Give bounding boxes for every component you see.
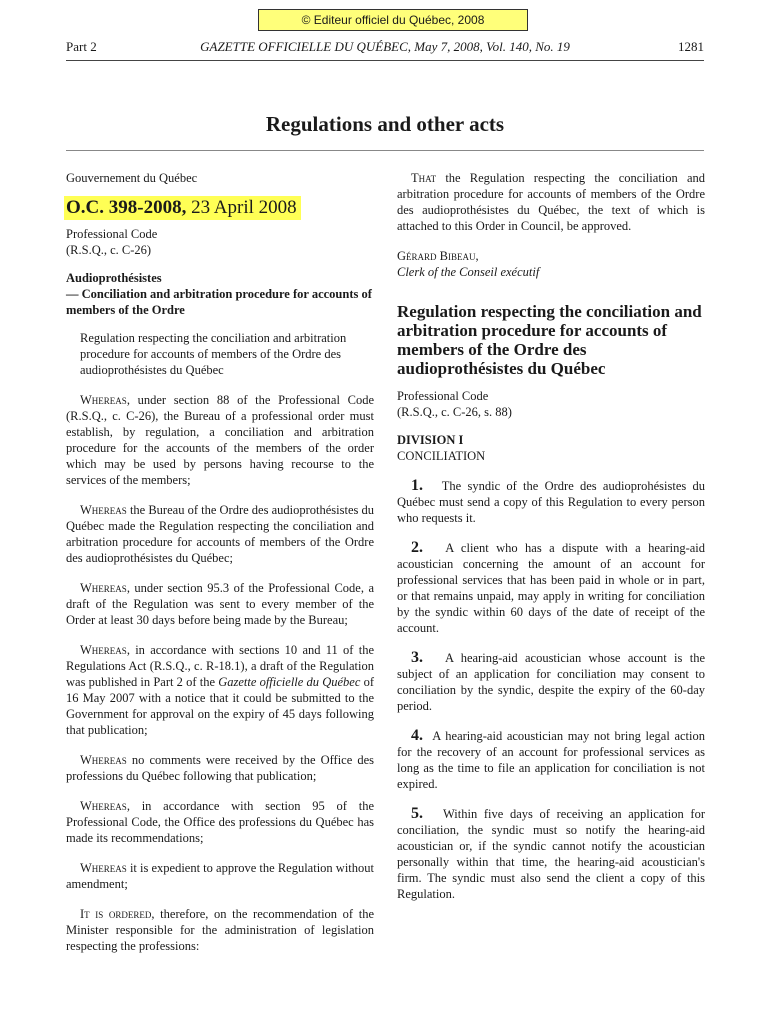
article-number: 3. xyxy=(411,649,423,666)
whereas-lead: Whereas xyxy=(80,503,127,517)
whereas-text: of 16 May 2007 with a notice that it could be submitted to the Government for approval on the expiry of 45 days following that publication; xyxy=(66,675,374,737)
that-lead: That xyxy=(411,171,437,185)
article-text: A hearing-aid acoustician whose account is the subject of an application for conciliation may consent to conciliation by the syndic, despite the expiry of the 60-day period. xyxy=(397,651,705,713)
header-title: GAZETTE OFFICIELLE DU QUÉBEC, May 7, 2008, Vol. 140, No. 19 xyxy=(200,39,570,54)
oc-date: 23 April 2008 xyxy=(186,197,297,218)
signature-block xyxy=(397,248,705,280)
whereas-4 xyxy=(66,642,374,738)
division-number: DIVISION I xyxy=(397,433,464,447)
division-heading xyxy=(397,432,705,464)
article-4 xyxy=(397,728,705,792)
whereas-lead: Whereas xyxy=(80,643,127,657)
article-text: The syndic of the Ordre des audioprohésistes du Québec must send a copy of this Regulation to every person who requests it. xyxy=(397,479,706,525)
whereas-2 xyxy=(66,502,374,566)
whereas-text: no comments were received by the Office des professions du Québec following that publication; xyxy=(66,753,374,783)
signer-title: Clerk of the Conseil exécutif xyxy=(397,265,540,279)
code-line-2: (R.S.Q., c. C-26) xyxy=(66,243,152,257)
that-text: the Regulation respecting the conciliation and arbitration procedure for accounts of members of the Ordre des audioprothésistes du Québec, the text of which is attached to this Order in Council, be approved. xyxy=(397,171,705,233)
whereas-text: , under section 88 of the Professional Code (R.S.Q., c. C-26), the Bureau of a professional order must establish, by regulation, a conciliation and arbitration procedure for the accounts of the members of the order which may be used by persons having recourse to the services of the members; xyxy=(66,393,374,487)
regulation-summary: Regulation respecting the conciliation and arbitration procedure for accounts of members of the Ordre des audioprothésistes du Québec xyxy=(80,331,347,377)
subject-line-1: Audioprothésistes xyxy=(66,271,162,285)
article-text: A hearing-aid acoustician may not bring legal action for the recovery of an account for professional services as long as the time to file an application for conciliation is not expired. xyxy=(397,729,705,791)
page-number: 1281 xyxy=(678,39,704,54)
whereas-lead: Whereas xyxy=(80,799,127,813)
header-rule xyxy=(66,60,704,61)
subject-heading xyxy=(66,270,374,318)
enabling-act xyxy=(66,226,374,258)
regulation-enabling-act xyxy=(397,388,705,420)
right-column xyxy=(397,170,705,916)
code-line-2: (R.S.Q., c. C-26, s. 88) xyxy=(397,405,512,419)
article-5 xyxy=(397,806,705,902)
ordered-text: , therefore, on the recommendation of the Minister responsible for the administration of legislation respecting the professions: xyxy=(66,907,374,953)
section-rule xyxy=(66,150,704,151)
article-text: A client who has a dispute with a hearing-aid acoustician concerning the amount of an account for professional services that has been paid in whole or in part, or that remains unpaid, may apply in writing for conciliation by the syndic within 60 days of the date of receipt of the account. xyxy=(397,541,706,635)
article-1 xyxy=(397,478,705,526)
header-part: Part 2 xyxy=(66,39,97,54)
left-column xyxy=(66,170,374,968)
oc-number: O.C. 398-2008, xyxy=(66,197,187,218)
whereas-5 xyxy=(66,752,374,784)
whereas-lead: Whereas xyxy=(80,753,127,767)
division-name: CONCILIATION xyxy=(397,449,486,463)
whereas-3 xyxy=(66,580,374,628)
copyright-banner: © Editeur officiel du Québec, 2008 xyxy=(258,9,528,31)
whereas-text: , in accordance with section 95 of the Professional Code, the Office des professions du Québec has made its recommendations; xyxy=(66,799,374,845)
article-number: 2. xyxy=(411,539,423,556)
whereas-text: , under section 95.3 of the Professional Code, a draft of the Regulation was sent to every member of the Order at least 30 days before being made by the Bureau; xyxy=(66,581,374,627)
code-line-1: Professional Code xyxy=(397,389,489,403)
that-clause xyxy=(397,170,705,234)
running-header xyxy=(66,39,704,57)
whereas-1 xyxy=(66,392,374,488)
whereas-text: , in accordance with sections 10 and 11 of the Regulations Act (R.S.Q., c. R-18.1), a draft of the Regulation was published in Part 2 of the xyxy=(66,643,374,689)
whereas-lead: Whereas xyxy=(80,861,127,875)
article-text: Within five days of receiving an application for conciliation, the syndic must so notify the hearing-aid acoustician or, if the syndic cannot notify the acoustician personally within that time, the hearing-aid acoustician's firm. The syndic must also send the client a copy of this Regulation. xyxy=(397,807,705,901)
section-title: Regulations and other acts xyxy=(265,112,505,136)
code-line-1: Professional Code xyxy=(66,227,158,241)
gazette-title: Gazette officielle du Québec xyxy=(218,675,361,689)
whereas-6 xyxy=(66,798,374,846)
ordered-lead: It is ordered xyxy=(80,907,152,921)
order-in-council-number xyxy=(64,196,301,220)
article-3 xyxy=(397,650,705,714)
article-number: 4. xyxy=(411,727,423,744)
whereas-lead: Whereas xyxy=(80,581,127,595)
signer-name: Gérard Bibeau, xyxy=(397,249,479,263)
whereas-7 xyxy=(66,860,374,892)
article-2 xyxy=(397,540,705,636)
whereas-text: the Bureau of the Ordre des audioprothésistes du Québec made the Regulation respecting the conciliation and arbitration procedure for accounts of members of the Ordre des audioprothésistes du Québec; xyxy=(66,503,374,565)
it-is-ordered xyxy=(66,906,374,954)
government-label: Gouvernement du Québec xyxy=(66,171,198,185)
regulation-title: Regulation respecting the conciliation and arbitration procedure for accounts of members of the Ordre des audioprothésistes du Québec xyxy=(397,302,702,378)
article-number: 5. xyxy=(411,805,423,822)
whereas-text: it is expedient to approve the Regulation without amendment; xyxy=(66,861,374,891)
whereas-lead: Whereas xyxy=(80,393,127,407)
subject-line-2: — Conciliation and arbitration procedure for accounts of members of the Ordre xyxy=(66,287,372,317)
article-number: 1. xyxy=(411,477,423,494)
